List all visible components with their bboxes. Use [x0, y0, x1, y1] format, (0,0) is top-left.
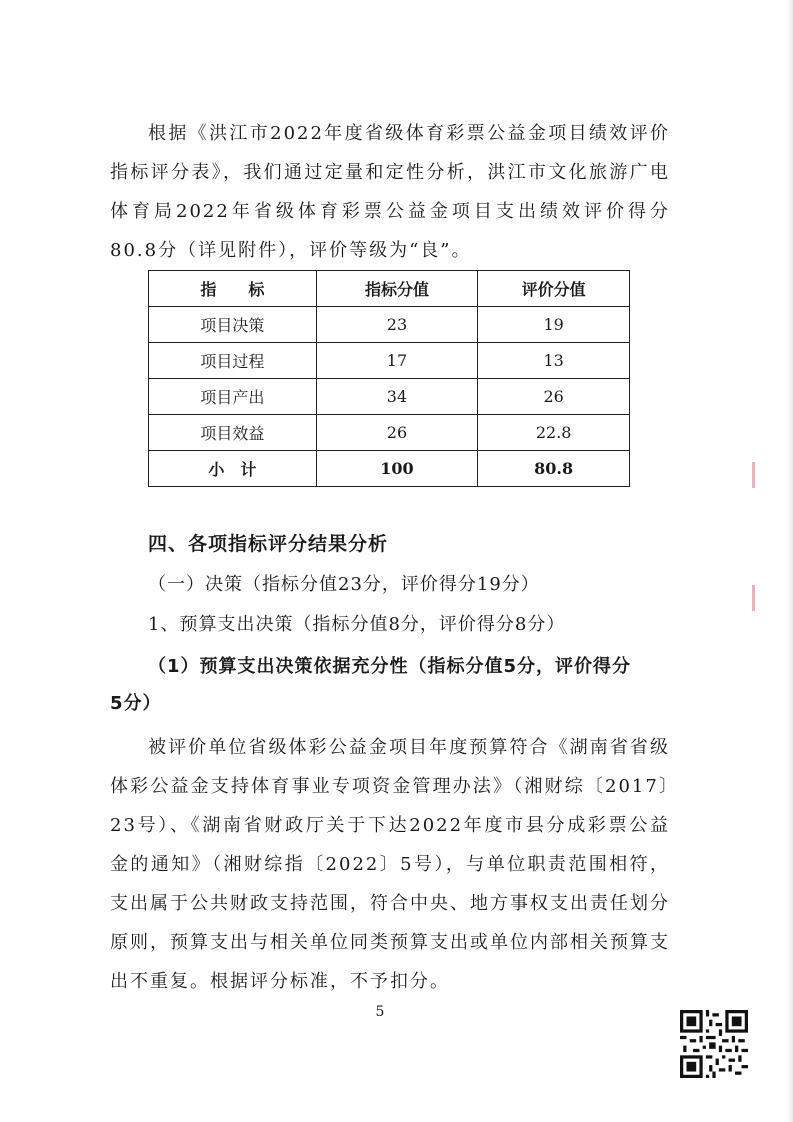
row-eval: 26 [478, 379, 630, 415]
seal-fragment [752, 462, 773, 488]
total-eval: 80.8 [478, 451, 630, 487]
header-indicator-score: 指标分值 [316, 271, 478, 307]
row-score: 23 [316, 307, 478, 343]
subsection-decision: （一）决策（指标分值23分，评价得分19分） [148, 574, 540, 595]
score-table [148, 270, 630, 487]
row-score: 34 [316, 379, 478, 415]
page-number: 5 [375, 1004, 385, 1020]
row-eval: 19 [478, 307, 630, 343]
table-header-row [149, 271, 630, 307]
row-name: 项目决策 [149, 307, 317, 343]
subsection-basis-line1: （1）预算支出决策依据充分性（指标分值5分，评价得分 [148, 656, 632, 677]
table-row [149, 307, 630, 343]
total-score: 100 [316, 451, 478, 487]
header-evaluation-score: 评价分值 [478, 271, 630, 307]
row-score: 17 [316, 343, 478, 379]
scan-edge [787, 0, 793, 1122]
row-name: 项目效益 [149, 415, 317, 451]
row-name: 项目过程 [149, 343, 317, 379]
row-name: 项目产出 [149, 379, 317, 415]
table-total-row [149, 451, 630, 487]
header-indicator: 指 标 [149, 271, 317, 307]
table-row [149, 415, 630, 451]
body-paragraph: 被评价单位省级体彩公益金项目年度预算符合《湖南省省级体彩公益金支持体育事业专项资金管理办法》（湘财综〔2017〕23号）、《湖南省财政厅关于下达2022年度市县分成彩票公益金的通知》（湘财综指〔2022〕5号），与单位职责范围相符，支出属于公共财政支持范围，符合中央、地方事权支出责任划分原则，预算支出与相关单位同类预算支出或单位内部相关预算支出不重复。根据评分标准，不予扣分。 [110, 737, 670, 992]
total-name: 小 计 [149, 451, 317, 487]
seal-fragment [752, 585, 773, 611]
subsection-basis-line2: 5分） [110, 693, 162, 714]
intro-paragraph: 根据《洪江市2022年度省级体育彩票公益金项目绩效评价指标评分表》，我们通过定量和定性分析，洪江市文化旅游广电体育局2022年省级体育彩票公益金项目支出绩效评价得分80.8分（详见附件），评价等级为“良”。 [110, 123, 670, 261]
table-row [149, 379, 630, 415]
row-eval: 22.8 [478, 415, 630, 451]
qr-code-icon [680, 1010, 748, 1078]
table-row [149, 343, 630, 379]
row-score: 26 [316, 415, 478, 451]
row-eval: 13 [478, 343, 630, 379]
section-title: 四、各项指标评分结果分析 [148, 533, 389, 555]
subsection-budget-decision: 1、预算支出决策（指标分值8分，评价得分8分） [148, 614, 566, 635]
